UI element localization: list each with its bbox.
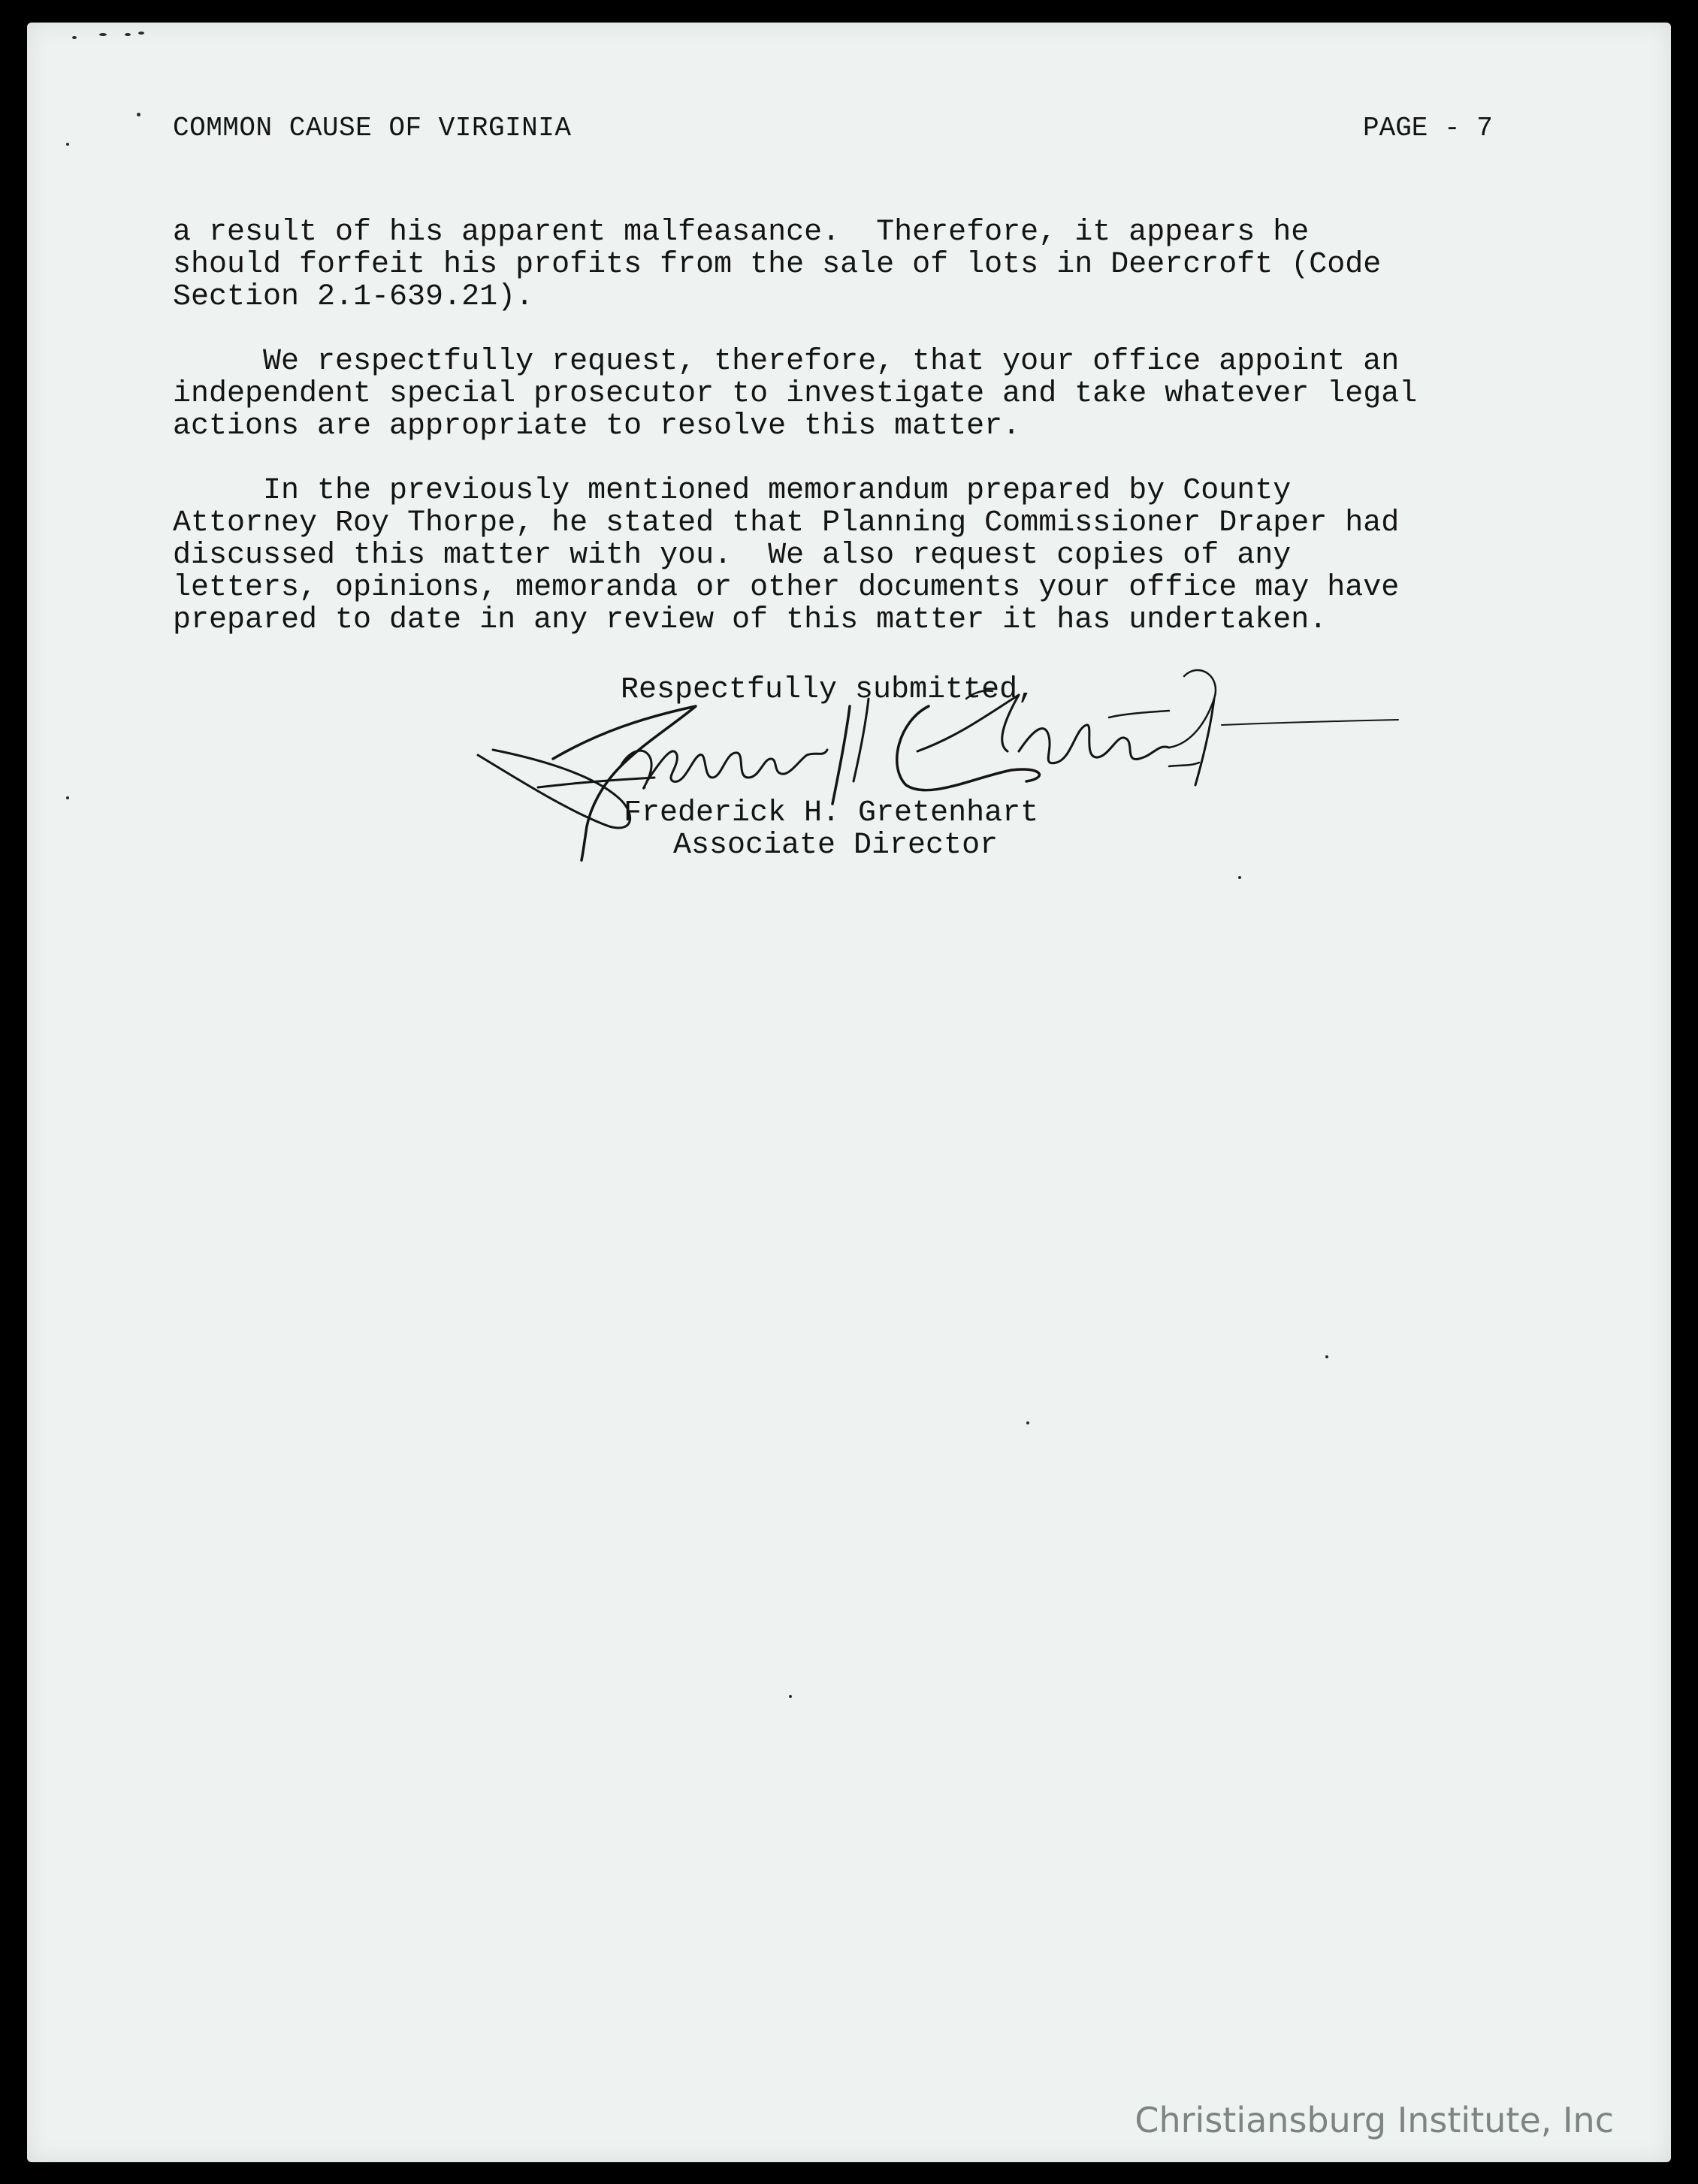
paragraph-2: We respectfully request, therefore, that your office appoint an independent special prosecutor to investigate and take whatever legal actions are appropriate to resolve this matter. (173, 345, 1418, 443)
stray-mark (1325, 1355, 1328, 1358)
letter-body (27, 23, 1671, 2162)
paragraph-3: In the previously mentioned memorandum prepared by County Attorney Roy Thorpe, he stated that Planning Commissioner Draper had discussed this matter with you. We also request copies of any letters, opinions, memoranda or other documents your office may have prepared to date in any review of this matter it has undertaken. (173, 474, 1400, 637)
valediction: Respectfully submitted, (621, 673, 1036, 707)
archive-watermark: Christiansburg Institute, Inc (1135, 2100, 1614, 2140)
stray-mark (72, 36, 77, 39)
stray-mark (137, 113, 140, 116)
stray-mark (1026, 1421, 1029, 1424)
header-organization: COMMON CAUSE OF VIRGINIA (173, 113, 572, 143)
stray-mark (66, 143, 69, 146)
document-page (27, 23, 1671, 2162)
signatory-name: Frederick H. Gretenhart (624, 796, 1039, 830)
stray-mark (66, 796, 69, 799)
stray-mark (138, 32, 144, 35)
paragraph-1: a result of his apparent malfeasance. Therefore, it appears he should forfeit his profits from the sale of lots in Deercroft (Code Section 2.1-639.21). (173, 216, 1382, 314)
stray-mark (1238, 876, 1241, 879)
stray-mark (125, 33, 131, 36)
stray-mark (99, 33, 107, 36)
header-page-number: PAGE - 7 (1363, 113, 1493, 143)
stray-mark (789, 1695, 792, 1698)
signatory-title: Associate Director (673, 829, 999, 862)
